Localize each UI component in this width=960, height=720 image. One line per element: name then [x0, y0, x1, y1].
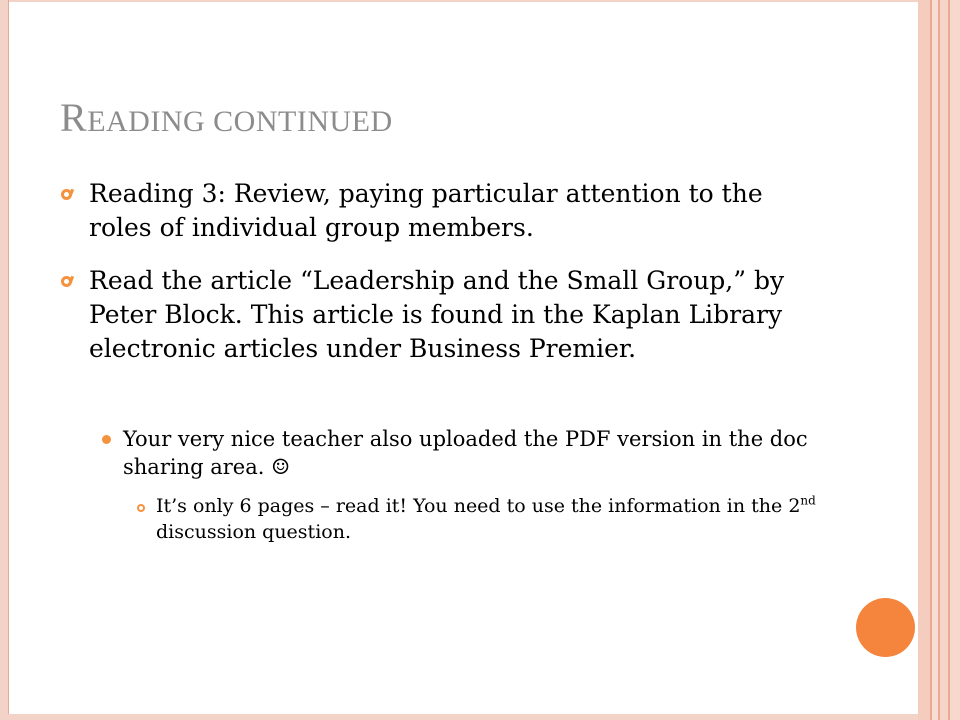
slide-border-left	[0, 0, 8, 720]
ordinal-suffix: nd	[800, 493, 816, 508]
sub-sub-bullet-six-pages	[156, 493, 846, 545]
sub-sub-bullet-text-end: discussion question.	[156, 521, 351, 543]
slide-border-top	[0, 0, 930, 2]
bullet-icon	[61, 189, 72, 200]
sub-bullet-icon	[102, 435, 111, 444]
decor-orange-circle	[856, 598, 915, 657]
slide-border-left-line	[8, 0, 9, 714]
decor-stripe	[918, 0, 930, 720]
decor-stripe	[940, 0, 948, 720]
slide-border-bottom	[0, 714, 930, 720]
slide-title-initial: R	[60, 95, 88, 140]
bullet-icon	[61, 276, 72, 287]
sub-sub-bullet-text: It’s only 6 pages – read it! You need to use the information in the 2	[156, 495, 801, 517]
decor-stripe	[950, 0, 960, 720]
slide-title-rest: EADING CONTINUED	[87, 105, 393, 138]
sub-sub-bullet-icon	[137, 504, 145, 512]
bullet-read-article: Read the article “Leadership and the Small Group,” by Peter Block. This article is found in the Kaplan Library electronic articles under Business Premier.	[89, 266, 785, 363]
slide-title	[60, 94, 393, 141]
sub-bullet-pdf-version: Your very nice teacher also uploaded the PDF version in the doc sharing area. ☺	[123, 427, 808, 479]
bullet-reading-3: Reading 3: Review, paying particular attention to the roles of individual group members.	[89, 179, 763, 242]
